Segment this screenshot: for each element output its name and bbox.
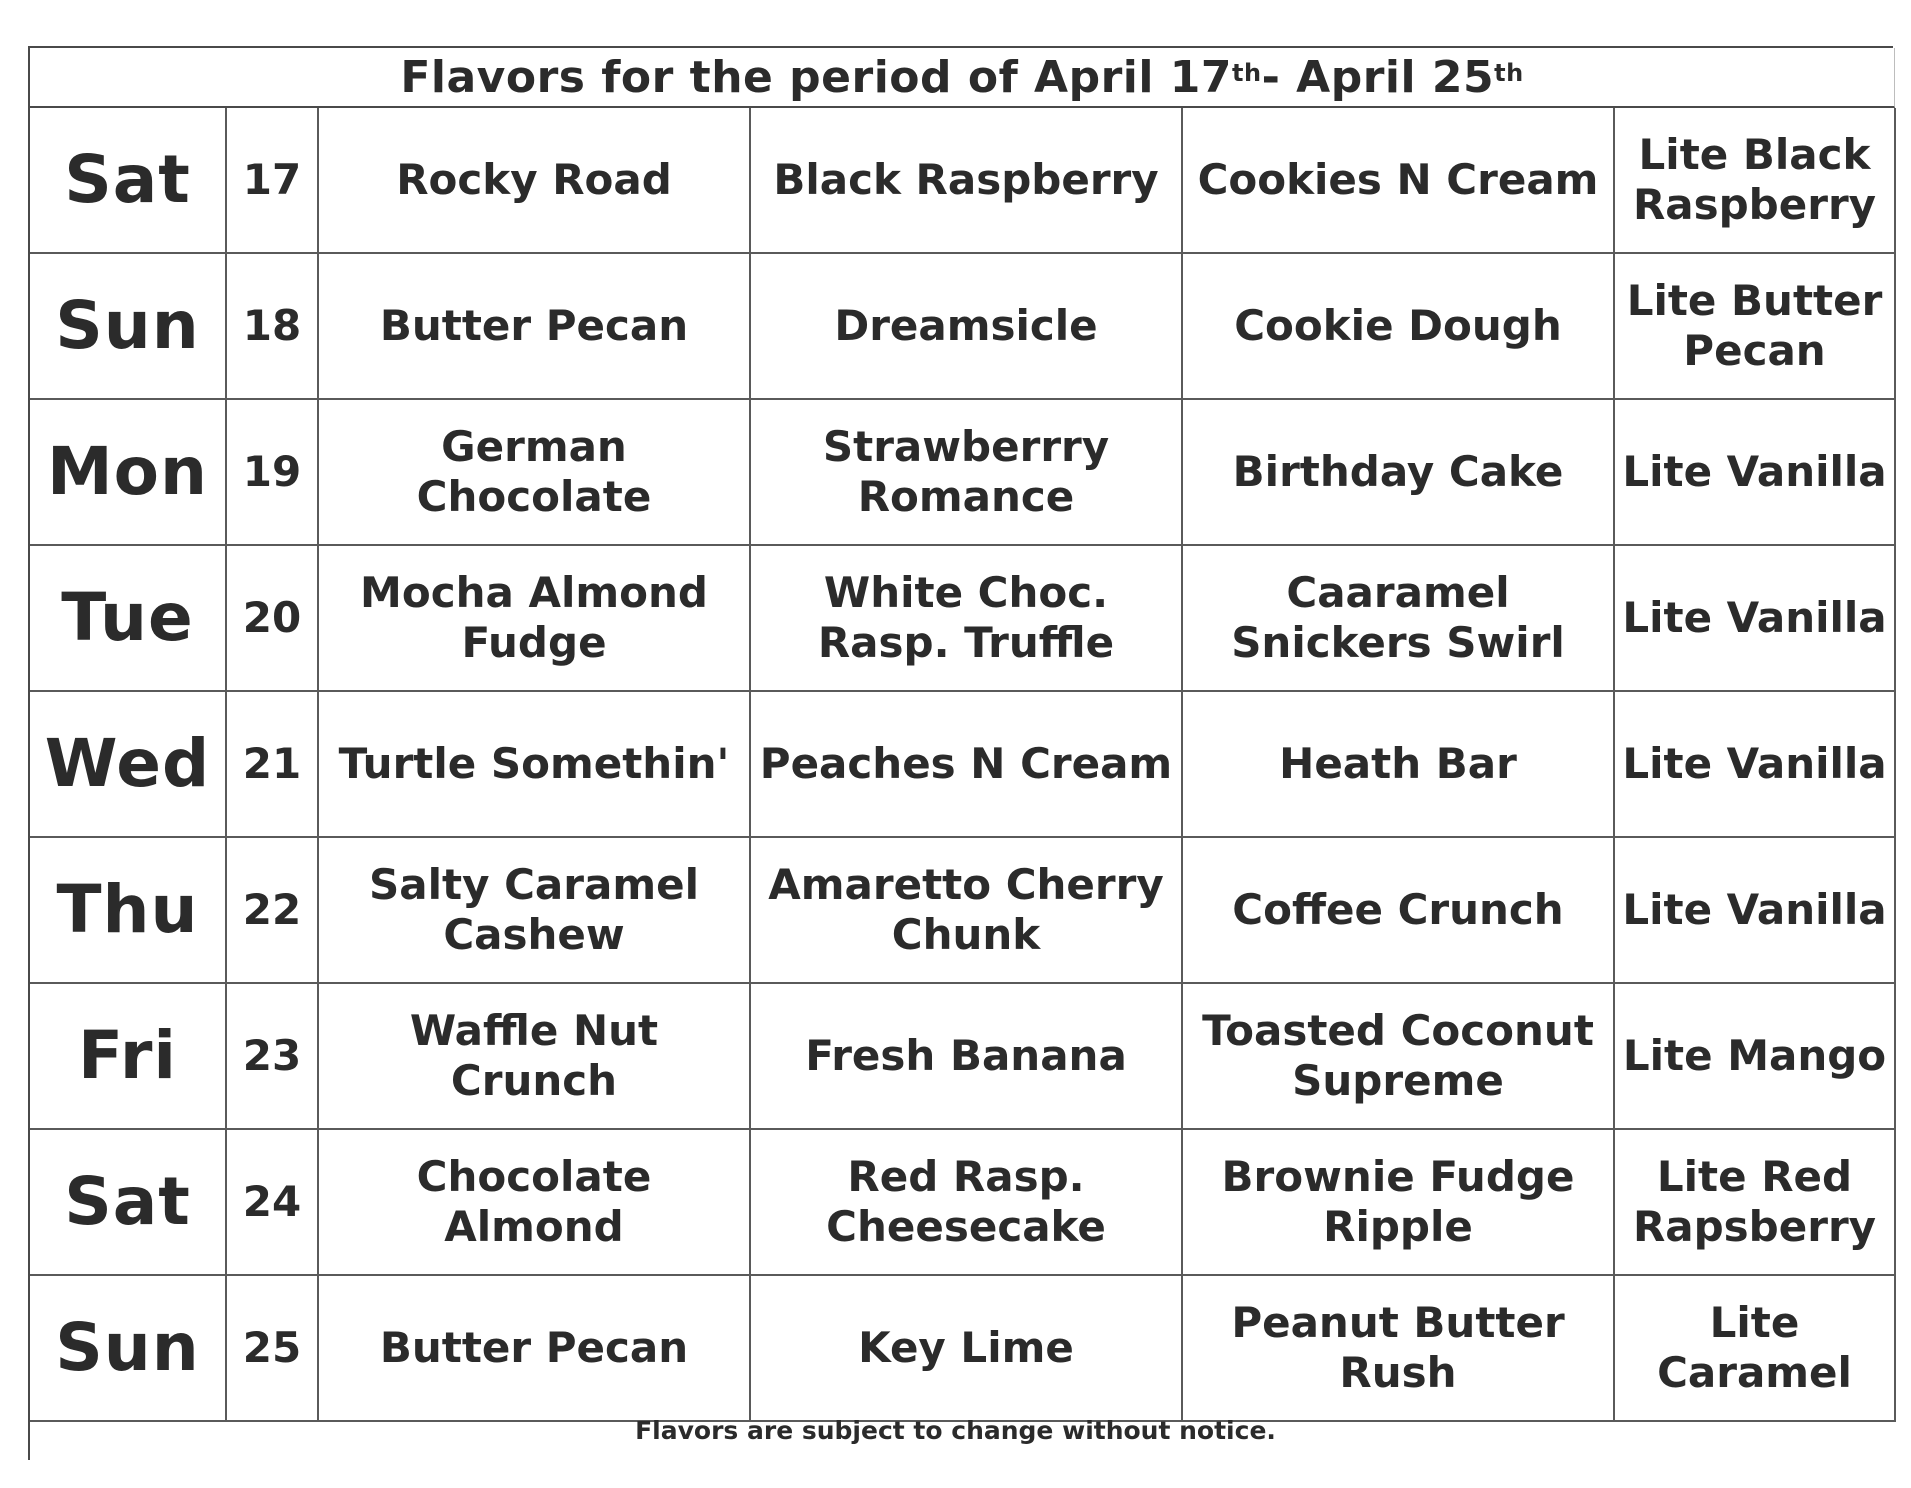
flavor-cell: Cookies N Cream	[1182, 108, 1614, 253]
title-middle: - April 25	[1261, 51, 1495, 103]
flavor-cell: Butter Pecan	[318, 253, 750, 399]
flavor-cell: Toasted Coconut Supreme	[1182, 983, 1614, 1129]
day-cell: Wed	[30, 691, 226, 837]
disclaimer-footer: Flavors are subject to change without notice.	[635, 1416, 1276, 1445]
date-cell: 21	[226, 691, 318, 837]
title-prefix: Flavors for the period of April 17	[400, 51, 1232, 103]
day-cell: Mon	[30, 399, 226, 545]
day-cell: Fri	[30, 983, 226, 1129]
flavor-cell: Peanut Butter Rush	[1182, 1275, 1614, 1421]
flavor-cell: Birthday Cake	[1182, 399, 1614, 545]
table-row	[30, 253, 1895, 399]
flavor-cell: Waffle Nut Crunch	[318, 983, 750, 1129]
lite-flavor-cell: Lite Mango	[1614, 983, 1895, 1129]
flavor-cell: Black Raspberry	[750, 108, 1182, 253]
table-row	[30, 983, 1895, 1129]
lite-flavor-cell: Lite Caramel	[1614, 1275, 1895, 1421]
schedule-title	[30, 48, 1895, 108]
day-cell: Thu	[30, 837, 226, 983]
date-cell: 17	[226, 108, 318, 253]
flavor-cell: Coffee Crunch	[1182, 837, 1614, 983]
day-cell: Sat	[30, 108, 226, 253]
flavor-schedule-sheet	[28, 46, 1893, 1460]
flavor-cell: Caaramel Snickers Swirl	[1182, 545, 1614, 691]
flavor-cell: Butter Pecan	[318, 1275, 750, 1421]
flavor-cell: Heath Bar	[1182, 691, 1614, 837]
flavor-cell: Turtle Somethin'	[318, 691, 750, 837]
lite-flavor-cell: Lite Butter Pecan	[1614, 253, 1895, 399]
day-cell: Tue	[30, 545, 226, 691]
flavor-cell: Fresh Banana	[750, 983, 1182, 1129]
day-cell: Sun	[30, 253, 226, 399]
flavor-cell: Strawberrry Romance	[750, 399, 1182, 545]
lite-flavor-cell: Lite Red Rapsberry	[1614, 1129, 1895, 1275]
lite-flavor-cell: Lite Vanilla	[1614, 837, 1895, 983]
flavor-cell: Peaches N Cream	[750, 691, 1182, 837]
flavor-cell: White Choc. Rasp. Truffle	[750, 545, 1182, 691]
lite-flavor-cell: Lite Black Raspberry	[1614, 108, 1895, 253]
date-cell: 19	[226, 399, 318, 545]
flavor-cell: Chocolate Almond	[318, 1129, 750, 1275]
date-cell: 23	[226, 983, 318, 1129]
flavor-cell: Mocha Almond Fudge	[318, 545, 750, 691]
date-cell: 24	[226, 1129, 318, 1275]
title-superscript-2: th	[1494, 59, 1524, 87]
date-cell: 25	[226, 1275, 318, 1421]
day-cell: Sat	[30, 1129, 226, 1275]
flavor-cell: Salty Caramel Cashew	[318, 837, 750, 983]
day-cell: Sun	[30, 1275, 226, 1421]
date-cell: 22	[226, 837, 318, 983]
flavor-cell: Amaretto Cherry Chunk	[750, 837, 1182, 983]
flavor-cell: Rocky Road	[318, 108, 750, 253]
flavor-cell: Brownie Fudge Ripple	[1182, 1129, 1614, 1275]
lite-flavor-cell: Lite Vanilla	[1614, 545, 1895, 691]
lite-flavor-cell: Lite Vanilla	[1614, 691, 1895, 837]
table-row	[30, 108, 1895, 253]
table-row	[30, 545, 1895, 691]
table-row	[30, 1129, 1895, 1275]
table-row	[30, 1275, 1895, 1421]
flavor-cell: Red Rasp. Cheesecake	[750, 1129, 1182, 1275]
flavor-cell: Key Lime	[750, 1275, 1182, 1421]
flavor-table	[30, 108, 1896, 1422]
lite-flavor-cell: Lite Vanilla	[1614, 399, 1895, 545]
flavor-cell: Cookie Dough	[1182, 253, 1614, 399]
flavor-cell: German Chocolate	[318, 399, 750, 545]
table-row	[30, 691, 1895, 837]
date-cell: 20	[226, 545, 318, 691]
table-row	[30, 399, 1895, 545]
table-row	[30, 837, 1895, 983]
flavor-cell: Dreamsicle	[750, 253, 1182, 399]
title-superscript-1: th	[1232, 59, 1262, 87]
date-cell: 18	[226, 253, 318, 399]
